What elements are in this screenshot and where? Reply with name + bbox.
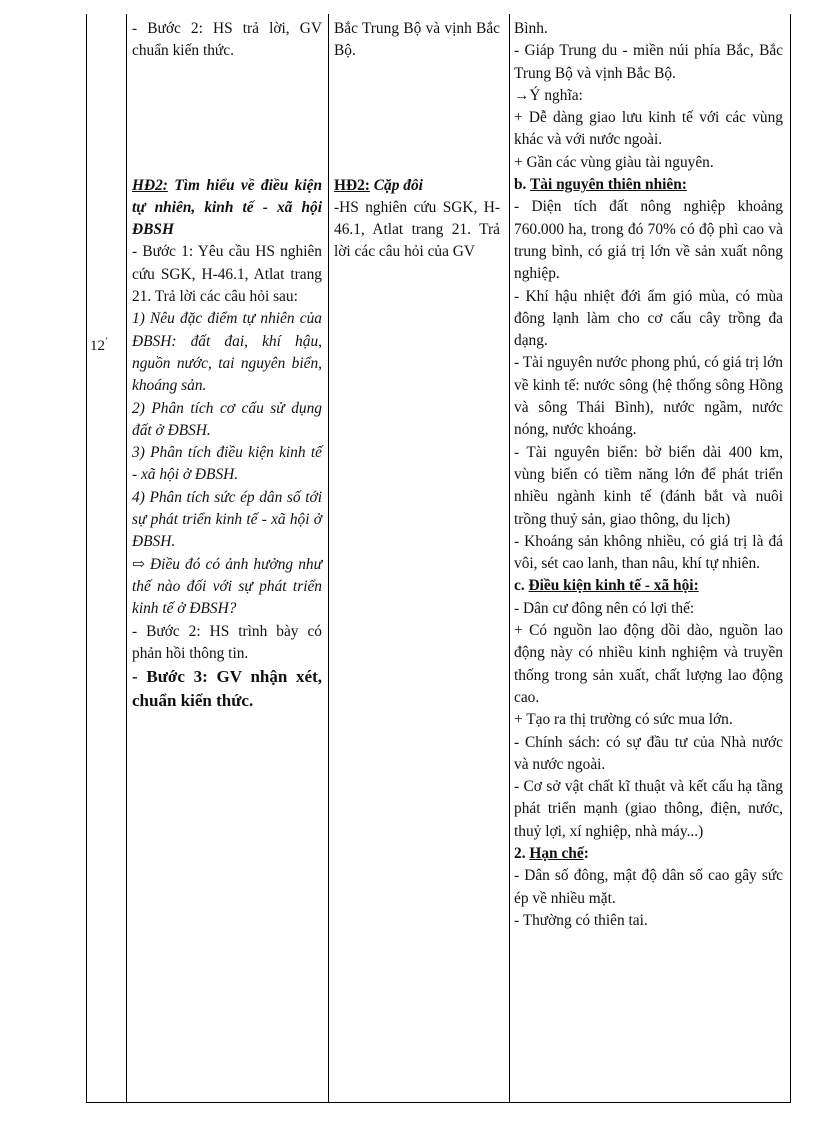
content-column bbox=[514, 18, 783, 932]
section-c-item-2: + Có nguồn lao động dồi dào, nguồn lao động này có nhiều kinh nghiệm và truyền thống trong sản xuất, chất lượng lao động cao. bbox=[514, 622, 783, 706]
section-b-item-4: - Tài nguyên biển: bờ biển dài 400 km, vùng biển có tiềm năng lớn để phát triển nhiều ngành kinh tế (đánh bắt và nuôi trồng thuỷ sản, giao thông, du lịch) bbox=[514, 443, 783, 528]
section-b-item-5: - Khoáng sản không nhiều, có giá trị là đá vôi, sét cao lanh, than nâu, khí tự nhiên. bbox=[514, 532, 783, 573]
table-border-bottom bbox=[86, 1102, 791, 1103]
section-2-item-1: - Dân số đông, mật độ dân số cao gây sức ép về nhiều mặt. bbox=[514, 867, 783, 907]
student-hd2-label: HĐ2: bbox=[334, 176, 370, 194]
content-line-3: →Ý nghĩa: bbox=[514, 86, 583, 104]
section-b-item-2: - Khí hậu nhiệt đới ẩm gió mùa, có mùa đông lạnh làm cho cơ cấu cây trồng đa dạng. bbox=[514, 287, 783, 350]
section-2-colon: : bbox=[583, 844, 589, 862]
section-c-item-3: + Tạo ra thị trường có sức mua lớn. bbox=[514, 711, 733, 729]
step1: - Bước 1: Yêu cầu HS nghiên cứu SGK, H-46.1, Atlat trang 21. Trả lời các câu hỏi sau: bbox=[132, 243, 322, 306]
section-c-item-1: - Dân cư đông nên có lợi thế: bbox=[514, 599, 695, 617]
step2: - Bước 2: HS trình bày có phản hồi thông tin. bbox=[132, 622, 322, 662]
section-c-heading bbox=[514, 575, 783, 597]
table-border-right bbox=[790, 14, 791, 1103]
time-minutes: 12 bbox=[90, 338, 105, 354]
hd2-label: HĐ2: bbox=[132, 176, 168, 194]
section-c-item-5: - Cơ sở vật chất kĩ thuật và kết cấu hạ tầng phát triển mạnh (giao thông, điện, nước, thuỷ lợi, xí nghiệp, nhà máy...) bbox=[514, 778, 783, 840]
column-divider-3 bbox=[509, 14, 510, 1103]
question-1: 1) Nêu đặc điểm tự nhiên của ĐBSH: đất đai, khí hậu, nguồn nước, tai nguyên biển, khoáng sản. bbox=[132, 310, 322, 395]
content-line-1: Bình. bbox=[514, 20, 548, 37]
time-mark: ’ bbox=[105, 336, 108, 346]
column-divider-2 bbox=[328, 14, 329, 1103]
student-activity-column bbox=[334, 18, 500, 264]
section-b-item-3: - Tài nguyên nước phong phú, có giá trị lớn về kinh tế: nước sông (hệ thống sông Hồng và sông Thái Bình), nước ngầm, nước nóng, nước khoáng. bbox=[514, 354, 783, 439]
table-border-left bbox=[86, 14, 87, 1103]
section-2-title: Hạn chế bbox=[529, 844, 584, 862]
question-4: 4) Phân tích sức ép dân số tới sự phát triển kinh tế - xã hội ở ĐBSH. bbox=[132, 488, 322, 551]
hd2-heading bbox=[132, 175, 322, 242]
teacher-activity-column bbox=[132, 18, 322, 713]
section-c-title: Điều kiện kinh tế - xã hội: bbox=[528, 577, 699, 595]
section-b-prefix: b. bbox=[514, 176, 530, 194]
student-hd2-heading bbox=[334, 175, 500, 197]
step3: - Bước 3: GV nhận xét, chuẩn kiến thức. bbox=[132, 667, 322, 711]
section-2-heading bbox=[514, 843, 783, 865]
content-line-2: - Giáp Trung du - miền núi phía Bắc, Bắc Trung Bộ và vịnh Bắc Bộ. bbox=[514, 42, 783, 82]
section-b-heading bbox=[514, 174, 783, 196]
hd2-title: Tìm hiểu về điều kiện tự nhiên, kinh tế - xã hội ĐBSH bbox=[132, 176, 322, 239]
student-body: -HS nghiên cứu SGK, H-46.1, Atlat trang 21. Trả lời các câu hỏi của GV bbox=[334, 198, 500, 261]
section-2-prefix: 2. bbox=[514, 844, 530, 862]
question-3: 3) Phân tích điều kiện kinh tế - xã hội ở ĐBSH. bbox=[132, 444, 322, 484]
student-hd2-title: Cặp đôi bbox=[369, 176, 423, 194]
section-b-item-1: - Diện tích đất nông nghiệp khoảng 760.000 ha, trong đó 70% có độ phì cao và trung bình, có giá trị lớn về sản xuất nông nghiệp. bbox=[514, 198, 783, 283]
prev-step2: - Bước 2: HS trả lời, GV chuẩn kiến thức. bbox=[132, 20, 322, 60]
content-line-4: + Dễ dàng giao lưu kinh tế với các vùng khác và với nước ngoài. bbox=[514, 109, 783, 149]
column-divider-1 bbox=[126, 14, 127, 1103]
section-b-title: Tài nguyên thiên nhiên: bbox=[529, 176, 687, 194]
section-2-item-2: - Thường có thiên tai. bbox=[514, 911, 648, 929]
section-c-item-4: - Chính sách: có sự đầu tư của Nhà nước và nước ngoài. bbox=[514, 733, 783, 773]
content-line-5: + Gần các vùng giàu tài nguyên. bbox=[514, 153, 714, 171]
question-5: ⇨ Điều đó có ảnh hưởng như thế nào đối với sự phát triển kinh tế ở ĐBSH? bbox=[132, 555, 322, 618]
student-prev: Bắc Trung Bộ và vịnh Bắc Bộ. bbox=[334, 20, 500, 60]
question-2: 2) Phân tích cơ cấu sử dụng đất ở ĐBSH. bbox=[132, 399, 322, 439]
section-c-prefix: c. bbox=[514, 577, 529, 595]
time-cell bbox=[90, 336, 108, 355]
lesson-table bbox=[86, 14, 791, 1103]
